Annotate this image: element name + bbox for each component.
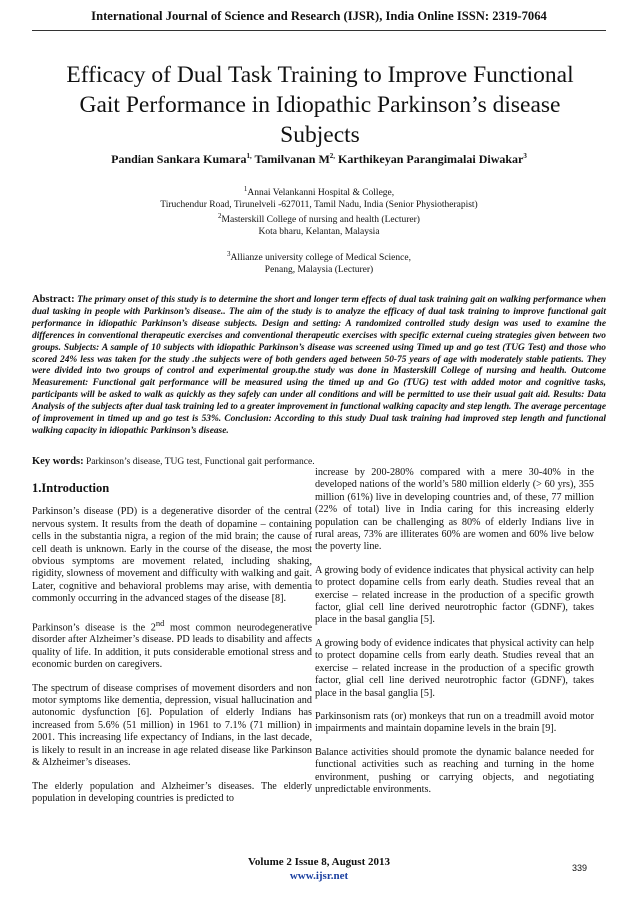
page-number: 339 <box>572 863 588 873</box>
paragraph-text: most common neurodegenerative disorder after Alzheimer’s disease. PD leads to disability and affects quality of life. In addition, it puts considerable emotional stress and economic burden on caregivers. <box>32 622 312 671</box>
author-sup: 3 <box>523 152 527 160</box>
affiliation-line: Allianze university college of Medical Science, <box>230 253 411 264</box>
abstract-text: The primary onset of this study is to determine the short and longer term effects of dual task training gait on walking performance when dual tasking in people with Parkinson’s disease.. The aim of the study is to analyze the efficacy of dual task training to improve functional gait performance in idiopathic Parkinson’s disease subjects. Design and setting: A randomized controlled study design was used to examine the differences in conventional therapeutic exercises and conventional therapeutic exercises with specific external cueing strategies given between two groups. Subjects: A sample of 10 subjects with idiopathic Parkinson’s disease was screened using Timed up and go test (TUG Test) and those who scored 24% less was taken for the study .the subjects were of both genders aged between 50-75 years of age with moderately stable patients. They were divided into two groups of control and experimental group.the study was done in Masterskill College of nursing and health. Outcome Measurement: Functional gait performance will be measured using the timed up and Go (TUG) test with added motor and cognitive tasks, participants will be asked to walk as quickly as they safely can under all conditions and will be permitted to use their usual gait aid. Results: Data Analysis of the subjects after dual task training led to a greater improvement in functional walking capacity and step length. The average percentage of improvement in timed up and go test is 53%. Conclusion: According to this study Dual task training had improved step length and functional walking capacity in idiopathic Parkinson’s disease. <box>32 295 607 436</box>
paragraph: Balance activities should promote the dynamic balance needed for functional activities such as reaching and turning in the home environment, pushing or carrying objects, and negotiating unpredictable environments. <box>315 746 594 795</box>
paragraph: A growing body of evidence indicates that physical activity can help to protect dopamine cells from early death. Studies reveal that an exercise – related increase in the production of a specific growth factor, glial cell line derived neurotrophic factor (GDNF), takes place in the basal ganglia [5]. <box>315 637 594 699</box>
ordinal-sup: nd <box>155 617 165 628</box>
author-sup: 1, <box>246 152 252 160</box>
affiliation-sup: 2 <box>218 212 222 220</box>
keywords-text: Parkinson’s disease, TUG test, Functional gait performance. <box>86 457 315 467</box>
left-column <box>32 478 312 816</box>
affiliation-sup: 1 <box>243 185 248 193</box>
abstract-label: Abstract: <box>32 294 75 305</box>
abstract <box>32 294 606 438</box>
affiliation-2 <box>40 210 598 238</box>
author-line <box>40 152 598 167</box>
affiliation-1 <box>40 183 598 211</box>
keywords <box>32 456 606 467</box>
footer-url-link[interactable]: www.ijsr.net <box>289 870 349 882</box>
affiliation-3 <box>40 248 598 276</box>
affiliation-line: Kota bharu, Kelantan, Malaysia <box>258 227 380 238</box>
affiliation-line: Masterskill College of nursing and health (Lecturer) <box>221 215 420 226</box>
header-divider <box>32 30 606 31</box>
section-number: 1. <box>32 481 42 495</box>
author-name: Pandian Sankara Kumara <box>111 152 247 166</box>
paragraph: The spectrum of disease comprises of movement disorders and non motor symptoms like dementia, depression, visual hallucination and autonomic dysfunction [6]. Population of elderly Indians has increased from 5.6% (51 million) in 1961 to 7.1% (71 million) in 2001. This increasing life expectancy of Indians, in the last decade, is likely to result in an increase in age related disease like Parkinson & Alzheimer’s diseases. <box>32 682 312 769</box>
author-name: Karthikeyan Parangimalai Diwakar <box>338 152 524 166</box>
page-footer <box>0 855 638 883</box>
section-title: Introduction <box>41 481 110 495</box>
paragraph: Parkinsonism rats (or) monkeys that run on a treadmill avoid motor impairments and maintain dopamine levels in the brain [9]. <box>315 710 594 735</box>
author-name: Tamilvanan M <box>254 152 330 166</box>
right-column <box>315 467 594 807</box>
paragraph: The elderly population and Alzheimer’s diseases. The elderly population in developing countries is predicted to <box>32 780 312 804</box>
footer-volume: Volume 2 Issue 8, August 2013 <box>247 856 390 868</box>
paper-title: Efficacy of Dual Task Training to Improve Functional Gait Performance in Idiopathic Parkinson’s disease Subjects <box>66 62 574 148</box>
affiliation-sup: 3 <box>227 250 231 258</box>
paragraph: increase by 200-280% compared with a mere 30-40% in the developed nations of the world’s 580 million elderly (> 60 yrs), 355 million (61%) live in developing countries and, of these, 77 million (22% of total) live in India caring for this increasing elderly population can be challenging as 80% of elderly Indians live in rural areas, 73% are illiterates 60% are women and 60% live below the poverty line. <box>315 467 594 553</box>
keywords-label: Key words: <box>32 456 84 467</box>
affiliation-line: Annai Velankanni Hospital & College, <box>247 188 395 199</box>
affiliation-line: Penang, Malaysia (Lecturer) <box>264 265 374 276</box>
journal-header: International Journal of Science and Research (IJSR), India Online ISSN: 2319-7064 <box>91 9 547 23</box>
paragraph-text: Parkinson’s disease is the 2 <box>32 622 156 634</box>
paragraph <box>32 617 312 672</box>
affiliation-line: Tiruchendur Road, Tirunelveli -627011, Tamil Nadu, India (Senior Physiotherapist) <box>160 200 478 211</box>
section-heading <box>32 482 312 494</box>
paragraph: A growing body of evidence indicates that physical activity can help to protect dopamine cells from early death. Studies reveal that an exercise – related increase in the production of a specific growth factor, glial cell line derived neurotrophic factor (GDNF), takes place in the basal ganglia [5]. <box>315 564 594 626</box>
paragraph: Parkinson’s disease (PD) is a degenerative disorder of the central nervous system. It results from the death of dopamine – containing cells in the substantia nigra, a region of the mid brain; the cause of cell death is unknown. Early in the course of the disease, the most obvious symptoms are movement related, including shaking, rigidity, slowness of movement and difficulty with walking and gait. Later, cognitive and behavioral problems may arise, with dementia commonly occurring in the advanced stages of the disease [8]. <box>32 506 312 605</box>
author-sup: 2, <box>329 152 336 160</box>
